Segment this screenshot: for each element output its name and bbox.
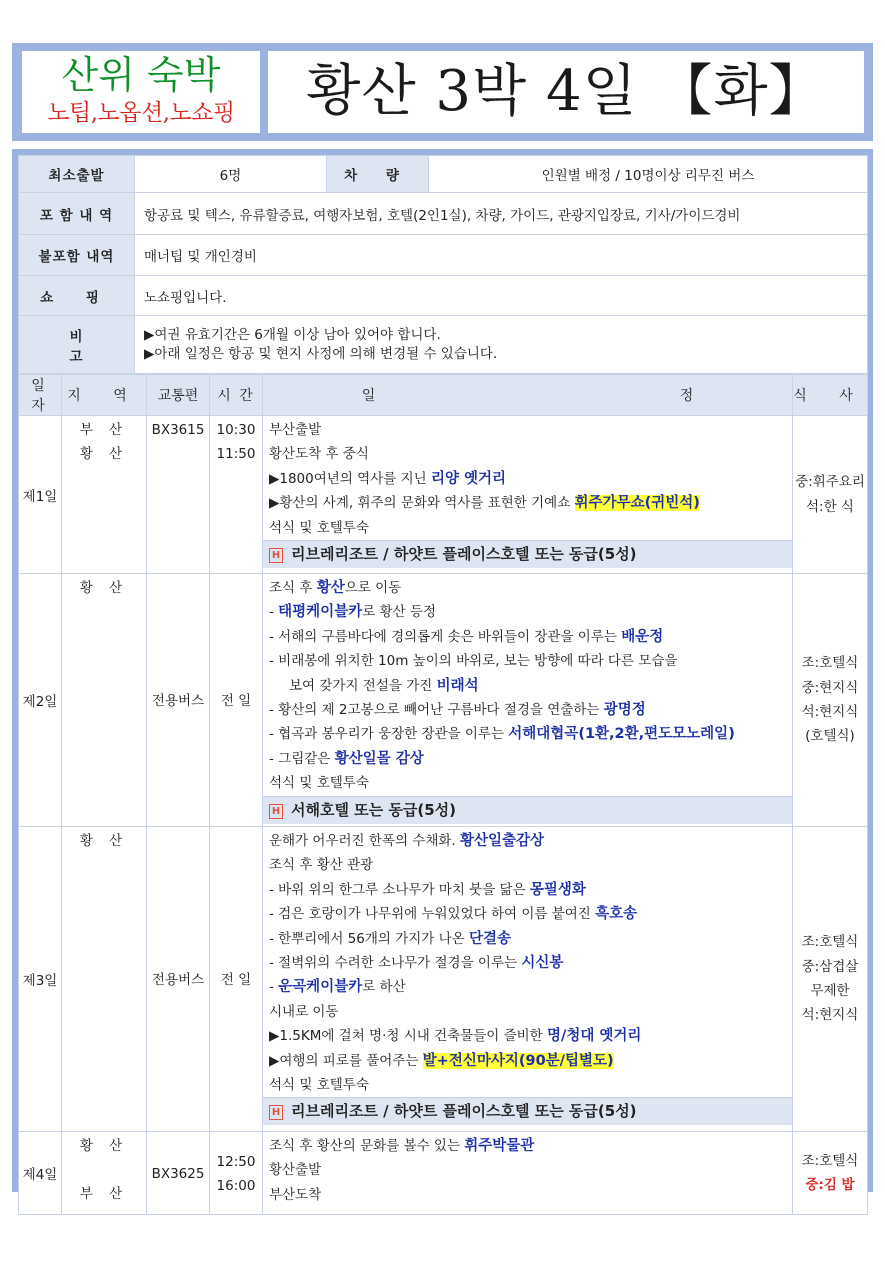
plan-text: - [269,979,279,996]
plan-line [263,1000,792,1024]
plan-text: 석식 및 호텔투숙 [269,775,369,792]
plan-line [263,829,792,853]
plan-line [263,674,792,698]
plan-cell [263,416,793,574]
hotel-h-icon: H [269,804,283,819]
region-cell [62,574,147,827]
day-label: 제3일 [19,827,62,1132]
plan-text: - 황산의 제 2고봉으로 빼어난 구름바다 절경을 연출하는 [269,702,604,719]
day-label: 제2일 [19,574,62,827]
plan-line [263,1049,792,1073]
plan-text: ▶황산의 사계, 휘주의 문화와 역사를 표현한 기예쇼 [269,495,575,512]
plan-text: ▶1.5KM에 걸쳐 명·청 시내 건축물들이 즐비한 [269,1028,548,1045]
plan-text: ▶여행의 피로를 풀어주는 [269,1052,423,1069]
excluded-value: 매너팁 및 개인경비 [135,235,868,276]
plan-line [263,771,792,795]
meal-cell [793,1132,868,1215]
plan-text: 조식 후 황산의 문화를 볼수 있는 [269,1138,465,1154]
plan-highlight: 운곡케이블카 [278,979,363,996]
transport-cell [147,1132,210,1215]
plan-highlight: 배운정 [621,628,664,645]
plan-text: ▶1800여년의 역사를 지닌 [269,470,431,487]
header-day: 일 자 [19,375,62,416]
plan-text: 황산출발 [269,1162,322,1179]
plan-text: - 서해의 구름바다에 경의롭게 솟은 바위들이 장관을 이루는 [269,628,622,645]
plan-cell [263,574,793,827]
schedule-header-row [19,375,868,416]
plan-highlight: 황산일몰 감상 [334,750,424,767]
plan-highlight: 서해대협곡(1환,2환,편도모노레일) [508,726,735,743]
hotel-line [263,540,792,568]
header-banner [12,43,873,141]
plan-highlight: 몽필생화 [529,881,586,898]
plan-line [263,853,792,877]
info-row-shopping [19,276,868,316]
day-row [19,827,868,1132]
plan-marked-highlight: 휘주가무쇼(귀빈석) [574,495,700,512]
time-value: 16:00 [216,1178,256,1194]
region-name: 부 산 [79,1186,129,1202]
plan-text: - 협곡과 봉우리가 웅장한 장관을 이루는 [269,726,509,743]
day-row [19,416,868,574]
region-name: 황 산 [79,833,129,849]
region-name [62,1158,146,1182]
header-transport: 교통편 [147,375,210,416]
transport-value: BX3615 [151,422,205,438]
meal-value: 석:한 식 [806,498,854,515]
meal-value: 중:현지식 [801,679,859,696]
meal-cell [793,827,868,1132]
hotel-name: 리브레리조트 / 하얏트 플레이스호텔 또는 동급(5성) [291,1102,637,1121]
plan-line [263,747,792,771]
transport-value: 전용버스 [151,693,205,709]
plan-text-after: 로 황산 등정 [362,604,437,621]
plan-line [263,442,792,466]
meal-value: 조:호텔식 [801,934,859,951]
time-value: 11:50 [216,446,256,462]
remark-passport: ▶여권 유효기간은 6개월 이상 남아 있어야 합니다. [144,326,441,343]
meal-cell [793,574,868,827]
plan-line [263,491,792,515]
plan-line [263,467,792,491]
brand-title: 산위 숙박 [61,53,221,97]
vehicle-label: 차 량 [327,156,429,193]
meal-value: 석:현지식 [801,704,859,720]
excluded-label: 불포함 내역 [19,235,135,276]
plan-highlight: 시신봉 [521,955,564,972]
time-value: 전 일 [220,972,252,988]
plan-text: 부산출발 [269,422,322,438]
plan-text: 시내로 이동 [269,1003,339,1020]
plan-line [263,576,792,600]
hotel-h-icon: H [269,548,283,563]
included-label: 포 함 내 역 [19,193,135,235]
hotel-name: 리브레리조트 / 하얏트 플레이스호텔 또는 동급(5성) [291,545,637,564]
hotel-line [263,1097,792,1125]
plan-line [263,649,792,673]
plan-line [263,1183,792,1207]
plan-text: - [269,604,279,621]
transport-cell [147,827,210,1132]
header-plan: 일 정 [263,375,793,416]
transport-cell [147,574,210,827]
time-cell [210,827,263,1132]
itinerary-frame [12,149,873,1203]
region-name: 부 산 [79,422,129,438]
day-label: 제4일 [19,1132,62,1215]
plan-line [263,625,792,649]
plan-text: 조식 후 [269,580,317,596]
hotel-line [263,796,792,824]
plan-text-after: 로 하산 [362,979,406,996]
plan-text: - 그림같은 [269,750,335,767]
plan-line [263,698,792,722]
plan-line [263,951,792,975]
remark-schedule-change: ▶아래 일정은 항공 및 현지 사정에 의해 변경될 수 있습니다. [144,345,498,362]
title-box [268,51,864,133]
plan-line [263,927,792,951]
page-title: 황산 3박 4일 【화】 [306,59,826,124]
meal-value: 중:휘주요리 [795,474,865,491]
meal-value: 중:삼겹살 [801,958,859,975]
brand-box [22,51,260,133]
plan-cell [263,827,793,1132]
plan-highlight: 태평케이블카 [278,604,363,621]
info-row-included [19,193,868,235]
plan-text: - 검은 호랑이가 나무위에 누워있었다 하여 이름 붙여진 [269,906,596,923]
included-value: 항공료 및 텍스, 유류할증료, 여행자보험, 호텔(2인1실), 차량, 가이드, 관광지입장료, 기사/가이드경비 [135,193,868,235]
hotel-name: 서해호텔 또는 동급(5성) [291,800,457,819]
time-cell [210,416,263,574]
region-cell [62,827,147,1132]
plan-text: - 바위 위의 한그루 소나무가 마치 붓을 닮은 [269,881,530,898]
plan-text: 보여 갖가지 전설을 가진 [289,677,437,694]
shopping-value: 노쇼핑입니다. [135,276,868,316]
plan-line [263,1134,792,1158]
plan-highlight: 흑호송 [595,906,638,923]
plan-line [263,975,792,999]
time-value: 10:30 [216,422,256,438]
remarks-value [135,316,868,374]
plan-text: 부산도착 [269,1186,322,1203]
remarks-label: 비 고 [19,316,135,374]
transport-value: BX3625 [151,1166,205,1182]
info-table [18,155,868,374]
plan-highlight: 광명정 [603,702,646,719]
plan-highlight: 명/청대 옛거리 [547,1028,642,1045]
shopping-label: 쇼 핑 [19,276,135,316]
day-label: 제1일 [19,416,62,574]
plan-marked-highlight: 발+전신마사지(90분/팁별도) [422,1052,614,1069]
plan-line [263,1073,792,1097]
plan-line [263,722,792,746]
info-row-min-departure [19,156,868,193]
plan-line [263,902,792,926]
plan-highlight: 리양 옛거리 [430,470,507,487]
plan-line [263,1024,792,1048]
time-cell [210,1132,263,1215]
plan-text: - 비래봉에 위치한 10m 높이의 바위로, 보는 방향에 따라 다른 모습을 [269,653,678,670]
plan-text: 석식 및 호텔투숙 [269,1077,369,1094]
day-row [19,574,868,827]
schedule-table [18,374,868,1215]
plan-highlight: 휘주박물관 [464,1138,535,1154]
plan-text: 운해가 어우러진 한폭의 수채화. [269,833,460,849]
info-row-remarks [19,316,868,374]
hotel-h-icon: H [269,1105,283,1120]
plan-text: 석식 및 호텔투숙 [269,519,369,536]
plan-text: - 절벽위의 수려한 소나무가 절경을 이루는 [269,955,522,972]
day-row [19,1132,868,1215]
plan-text: - 한뿌리에서 56개의 가지가 나온 [269,930,469,947]
transport-value: 전용버스 [151,972,205,988]
header-time: 시 간 [210,375,263,416]
time-value: 전 일 [220,693,252,709]
meal-value: 무제한 [810,983,850,999]
plan-cell [263,1132,793,1215]
plan-text: 황산도착 후 중식 [269,446,369,463]
meal-value: 조:호텔식 [801,1152,859,1169]
plan-line [263,1158,792,1182]
plan-line [263,516,792,540]
brand-subtitle: 노팁,노옵션,노쇼핑 [47,100,235,126]
region-cell [62,416,147,574]
meal-value: 중:김 밥 [805,1177,855,1193]
min-departure-label: 최소출발 [19,156,135,193]
region-name: 황 산 [79,580,129,596]
meal-value: (호텔식) [805,728,855,745]
plan-text: 조식 후 황산 관광 [269,857,374,874]
plan-highlight: 황산일출감상 [460,833,545,849]
transport-cell [147,416,210,574]
info-row-excluded [19,235,868,276]
plan-highlight: 황산 [316,580,345,596]
time-cell [210,574,263,827]
plan-highlight: 비래석 [436,677,479,694]
region-name: 황 산 [79,446,129,462]
plan-highlight: 단결송 [469,930,512,947]
plan-line [263,418,792,442]
plan-text-after: 으로 이동 [344,580,402,596]
vehicle-value: 인원별 배정 / 10명이상 리무진 버스 [429,156,868,193]
header-meal: 식 사 [793,375,868,416]
meal-value: 석:현지식 [801,1007,859,1024]
meal-value: 조:호텔식 [801,655,859,672]
meal-cell [793,416,868,574]
region-name: 황 산 [79,1138,129,1154]
header-region: 지 역 [62,375,147,416]
plan-line [263,878,792,902]
min-departure-value: 6명 [135,156,327,193]
region-cell [62,1132,147,1215]
plan-line [263,600,792,624]
time-value: 12:50 [216,1154,256,1170]
